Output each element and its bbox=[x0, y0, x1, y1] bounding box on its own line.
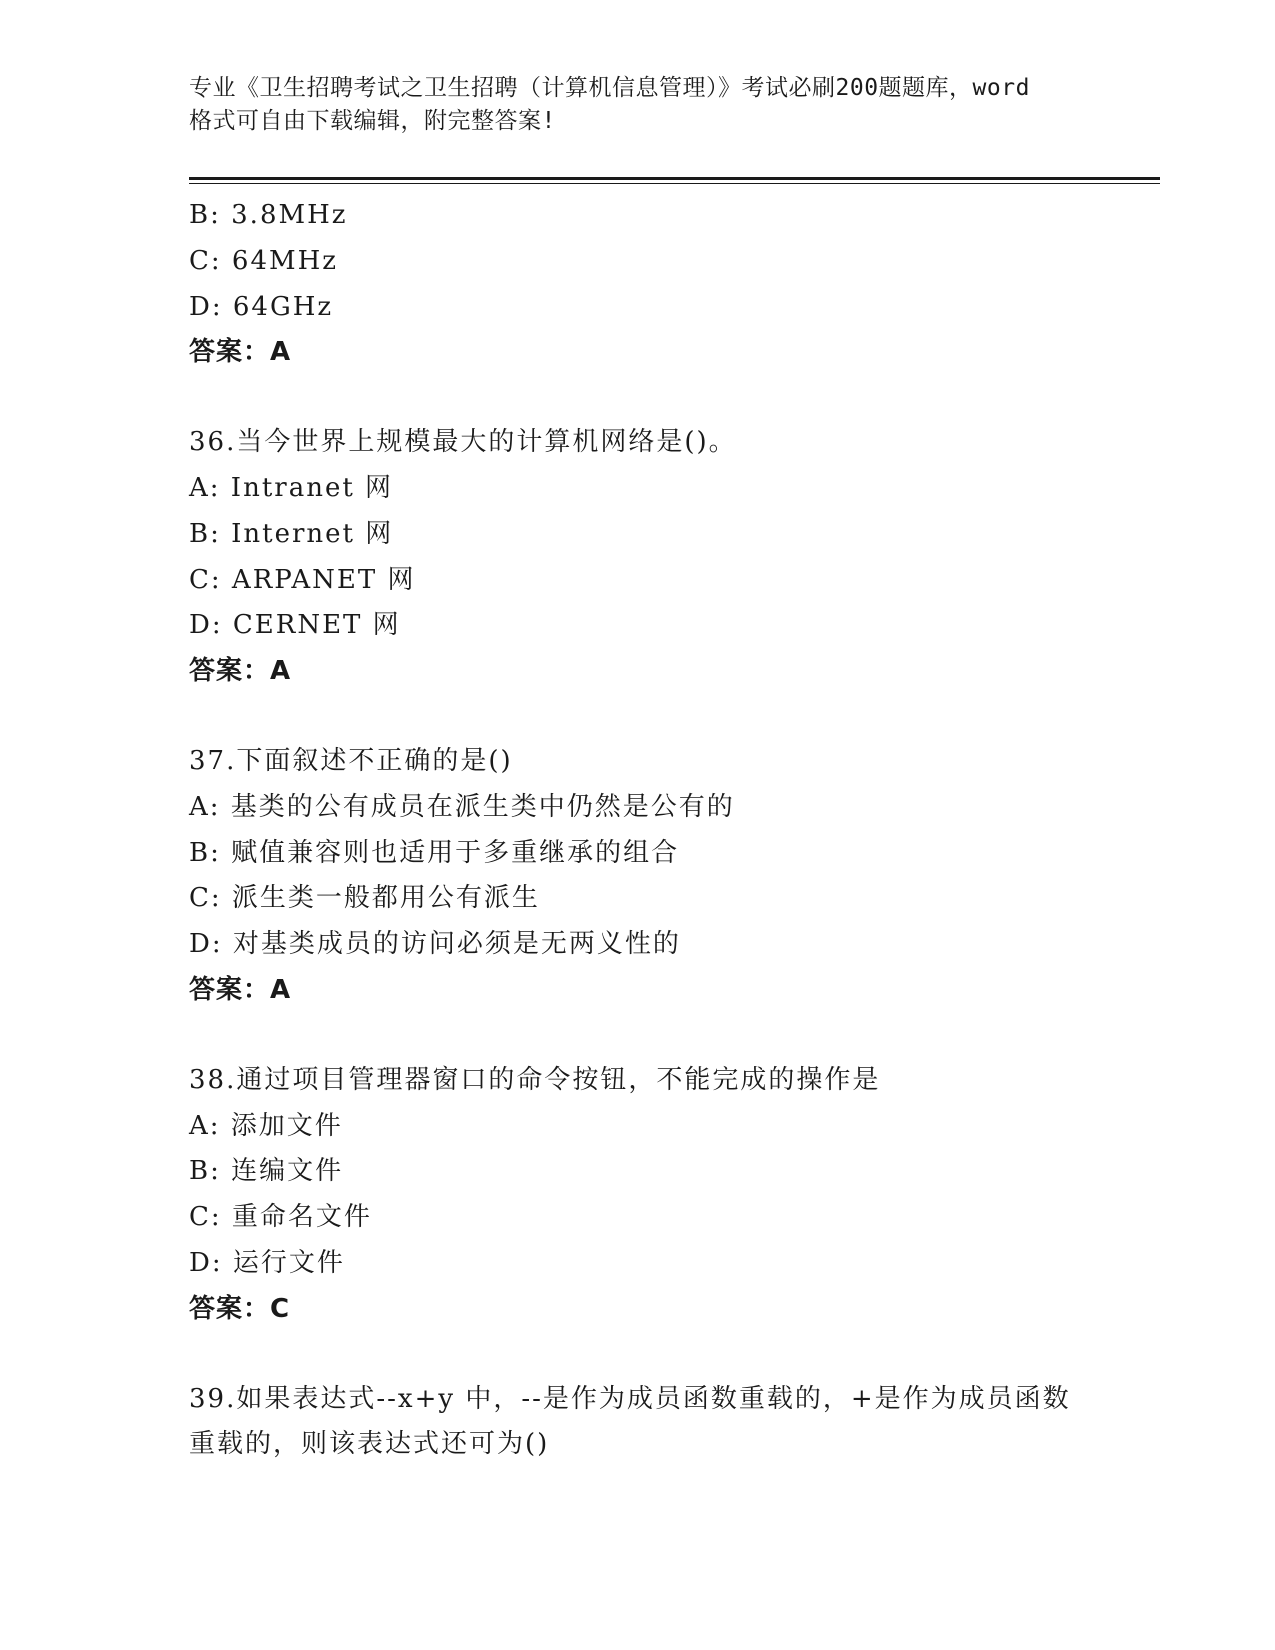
option-b: B: 连编文件 bbox=[189, 1156, 344, 1187]
option-d: D: CERNET 网 bbox=[189, 610, 401, 641]
question-list bbox=[189, 193, 1139, 1468]
spacer bbox=[189, 1333, 1139, 1377]
spacer bbox=[189, 1014, 1139, 1058]
question-text: 37.下面叙述不正确的是() bbox=[189, 745, 513, 776]
answer-label: 答案：A bbox=[189, 656, 292, 687]
answer-label: 答案：C bbox=[189, 1293, 291, 1324]
answer-label: 答案：A bbox=[189, 974, 292, 1005]
question-36 bbox=[189, 420, 1139, 695]
option-c: C: 64MHz bbox=[189, 245, 338, 276]
option-b: B: Internet 网 bbox=[189, 518, 394, 549]
spacer bbox=[189, 695, 1139, 739]
option-d: D: 对基类成员的访问必须是无两义性的 bbox=[189, 929, 681, 960]
option-c: C: 重命名文件 bbox=[189, 1202, 372, 1233]
option-b: B: 赋值兼容则也适用于多重继承的组合 bbox=[189, 837, 680, 868]
question-text: 38.通过项目管理器窗口的命令按钮，不能完成的操作是 bbox=[189, 1064, 881, 1095]
header-line-1: 专业《卫生招聘考试之卫生招聘（计算机信息管理）》考试必刷200题题库，word bbox=[189, 75, 1030, 101]
option-c: C: 派生类一般都用公有派生 bbox=[189, 883, 540, 914]
option-d: D: 运行文件 bbox=[189, 1247, 345, 1278]
question-39 bbox=[189, 1377, 1139, 1469]
spacer bbox=[189, 376, 1139, 420]
option-a: A: 基类的公有成员在派生类中仍然是公有的 bbox=[189, 791, 735, 822]
question-37 bbox=[189, 739, 1139, 1014]
option-a: A: 添加文件 bbox=[189, 1110, 343, 1141]
question-35-continued bbox=[189, 193, 1139, 376]
answer-label: 答案：A bbox=[189, 337, 292, 368]
question-text-line-1: 39.如果表达式--x+y 中，--是作为成员函数重载的，+是作为成员函数 bbox=[189, 1383, 1071, 1414]
document-header bbox=[189, 72, 1089, 138]
header-rule-thin bbox=[189, 183, 1160, 184]
question-38 bbox=[189, 1058, 1139, 1333]
question-text: 36.当今世界上规模最大的计算机网络是()。 bbox=[189, 427, 737, 458]
option-c: C: ARPANET 网 bbox=[189, 564, 416, 595]
question-text-line-2: 重载的，则该表达式还可为() bbox=[189, 1429, 550, 1460]
option-b: B: 3.8MHz bbox=[189, 200, 348, 230]
option-d: D: 64GHz bbox=[189, 291, 334, 322]
header-line-2: 格式可自由下载编辑，附完整答案! bbox=[189, 108, 556, 134]
header-rule-thick bbox=[189, 177, 1160, 180]
option-a: A: Intranet 网 bbox=[189, 472, 394, 503]
